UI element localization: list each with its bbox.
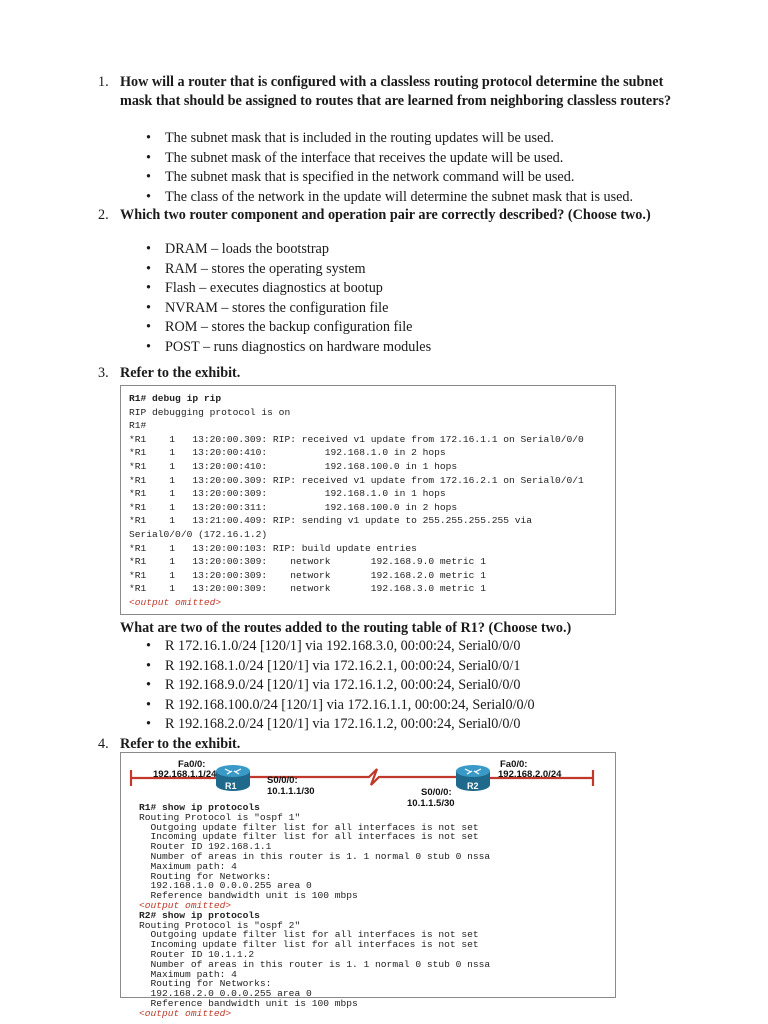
r1-fa-label: Fa0/0: bbox=[178, 759, 206, 770]
code-line: *R1 1 13:21:00.409: RIP: sending v1 update to 255.255.255.255 via bbox=[129, 515, 533, 527]
option-item: • POST – runs diagnostics on hardware modules bbox=[98, 338, 431, 358]
followup-text: What are two of the routes added to the routing table of R1? (Choose two.) bbox=[120, 620, 572, 636]
code-line-command: R1# debug ip rip bbox=[129, 393, 222, 404]
code-line: Incoming update filter list for all interfaces is not set bbox=[139, 831, 479, 843]
code-line: Outgoing update filter list for all interfaces is not set bbox=[139, 929, 479, 941]
code-line: R1# bbox=[129, 420, 147, 432]
code-line: RIP debugging protocol is on bbox=[129, 406, 291, 418]
router-r1-label: R1 bbox=[225, 781, 237, 791]
question-2-options bbox=[98, 240, 431, 357]
option-item: • R 192.168.1.0/24 [120/1] via 172.16.2.1, 00:00:24, Serial0/0/1 bbox=[98, 657, 535, 677]
r1-serial-ip: 10.1.1.1/30 bbox=[267, 786, 315, 797]
code-line: *R1 1 13:20:00:311: 192.168.100.0 in 2 hops bbox=[129, 501, 458, 513]
option-item: • Flash – executes diagnostics at bootup bbox=[98, 279, 431, 299]
option-item: • R 172.16.1.0/24 [120/1] via 192.168.3.0, 00:00:24, Serial0/0/0 bbox=[98, 637, 535, 657]
code-line: 192.168.1.0 0.0.0.255 area 0 bbox=[139, 880, 312, 892]
r2-fa-label: Fa0/0: bbox=[500, 759, 528, 770]
code-line: Router ID 10.1.1.2 bbox=[139, 948, 255, 960]
code-line: Router ID 192.168.1.1 bbox=[139, 841, 272, 853]
question-4 bbox=[98, 735, 688, 754]
code-line: Routing for Networks: bbox=[139, 870, 272, 882]
code-line: Maximum path: 4 bbox=[139, 968, 237, 980]
question-text: Which two router component and operation pair are correctly described? (Choose two.) bbox=[120, 207, 651, 223]
question-number: 4. bbox=[98, 736, 109, 752]
code-line: Incoming update filter list for all interfaces is not set bbox=[139, 939, 479, 951]
code-line: *R1 1 13:20:00:410: 192.168.1.0 in 2 hops bbox=[129, 447, 446, 459]
question-3-followup bbox=[120, 619, 680, 638]
option-item: • DRAM – loads the bootstrap bbox=[98, 240, 431, 260]
question-1-options bbox=[98, 129, 633, 207]
question-number: 1. bbox=[98, 74, 109, 90]
question-text: Refer to the exhibit. bbox=[120, 736, 241, 752]
exhibit-code bbox=[129, 392, 584, 610]
code-line-command: R1# show ip protocols bbox=[139, 802, 260, 813]
exhibit-code bbox=[139, 803, 490, 1019]
code-line: Routing Protocol is "ospf 2" bbox=[139, 919, 301, 931]
r2-serial-ip: 10.1.1.5/30 bbox=[407, 798, 455, 809]
question-number: 3. bbox=[98, 365, 109, 381]
question-1 bbox=[98, 73, 688, 110]
code-line: *R1 1 13:20:00.309: RIP: received v1 update from 172.16.2.1 on Serial0/0/1 bbox=[129, 474, 584, 486]
code-line: Maximum path: 4 bbox=[139, 860, 237, 872]
question-text: How will a router that is configured with a classless routing protocol determine the subnet mask that should be assigned to routes that are learned from neighboring classless routers? bbox=[120, 74, 672, 109]
code-line: *R1 1 13:20:00:309: network 192.168.9.0 metric 1 bbox=[129, 556, 486, 568]
code-line: 192.168.2.0 0.0.0.255 area 0 bbox=[139, 988, 312, 1000]
option-item: • R 192.168.100.0/24 [120/1] via 172.16.1.1, 00:00:24, Serial0/0/0 bbox=[98, 696, 535, 716]
option-item: • NVRAM – stores the configuration file bbox=[98, 299, 431, 319]
option-item: • The class of the network in the update will determine the subnet mask that is used. bbox=[98, 188, 633, 208]
question-3-options bbox=[98, 637, 535, 735]
r2-serial-label: S0/0/0: bbox=[421, 787, 452, 798]
code-line: Number of areas in this router is 1. 1 normal 0 stub 0 nssa bbox=[139, 958, 491, 970]
code-line: *R1 1 13:20:00:309: network 192.168.3.0 metric 1 bbox=[129, 583, 486, 595]
output-omitted: <output omitted> bbox=[139, 1007, 232, 1019]
code-line: Reference bandwidth unit is 100 mbps bbox=[139, 997, 358, 1009]
exhibit-ospf bbox=[120, 752, 616, 1019]
option-item: • RAM – stores the operating system bbox=[98, 260, 431, 280]
code-line: *R1 1 13:20:00.309: RIP: received v1 update from 172.16.1.1 on Serial0/0/0 bbox=[129, 433, 584, 445]
question-3 bbox=[98, 364, 688, 383]
code-line: *R1 1 13:20:00:410: 192.168.100.0 in 1 hops bbox=[129, 460, 458, 472]
code-line-command: R2# show ip protocols bbox=[139, 909, 260, 921]
option-item: • R 192.168.2.0/24 [120/1] via 172.16.1.2, 00:00:24, Serial0/0/0 bbox=[98, 715, 535, 735]
code-line: Number of areas in this router is 1. 1 normal 0 stub 0 nssa bbox=[139, 850, 491, 862]
question-number: 2. bbox=[98, 207, 109, 223]
router-r2-label: R2 bbox=[467, 781, 479, 791]
question-2 bbox=[98, 206, 688, 225]
code-line: *R1 1 13:20:00:309: 192.168.1.0 in 1 hops bbox=[129, 488, 446, 500]
code-line: Reference bandwidth unit is 100 mbps bbox=[139, 890, 358, 902]
option-item: • R 192.168.9.0/24 [120/1] via 172.16.1.2, 00:00:24, Serial0/0/0 bbox=[98, 676, 535, 696]
output-omitted: <output omitted> bbox=[129, 596, 222, 608]
code-line: Routing for Networks: bbox=[139, 978, 272, 990]
option-item: • The subnet mask of the interface that receives the update will be used. bbox=[98, 149, 633, 169]
option-item: • The subnet mask that is specified in the network command will be used. bbox=[98, 168, 633, 188]
output-omitted: <output omitted> bbox=[139, 899, 232, 911]
code-line: Serial0/0/0 (172.16.1.2) bbox=[129, 528, 268, 540]
option-item: • The subnet mask that is included in the routing updates will be used. bbox=[98, 129, 633, 149]
code-line: *R1 1 13:20:00:103: RIP: build update entries bbox=[129, 542, 417, 554]
exhibit-debug-ip-rip bbox=[120, 385, 616, 615]
code-line: Routing Protocol is "ospf 1" bbox=[139, 811, 301, 823]
code-line: Outgoing update filter list for all interfaces is not set bbox=[139, 821, 479, 833]
question-text: Refer to the exhibit. bbox=[120, 365, 241, 381]
code-line: *R1 1 13:20:00:309: network 192.168.2.0 metric 1 bbox=[129, 569, 486, 581]
r1-lan-ip: 192.168.1.1/24 bbox=[153, 769, 217, 780]
r2-lan-ip: 192.168.2.0/24 bbox=[498, 769, 562, 780]
r1-serial-label: S0/0/0: bbox=[267, 775, 298, 786]
option-item: • ROM – stores the backup configuration file bbox=[98, 318, 431, 338]
